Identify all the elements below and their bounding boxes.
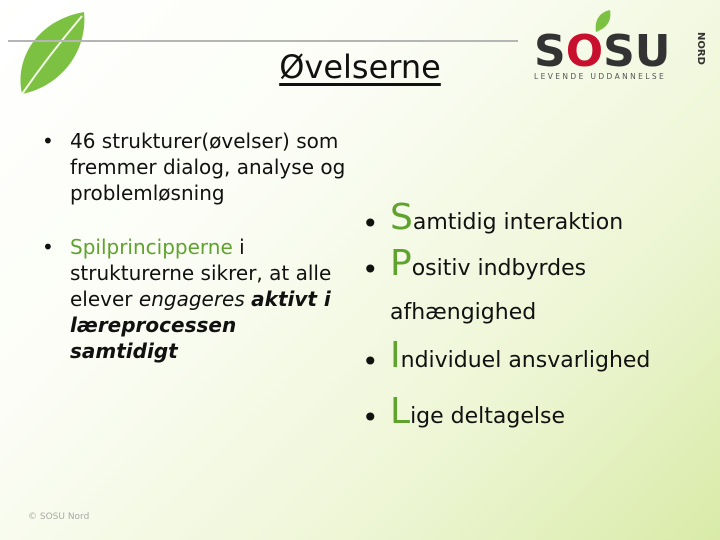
bullet-text: ige deltagelse xyxy=(410,404,565,429)
bullet-strong-emphasis: aktivt i læreprocessen samtidigt xyxy=(70,287,331,363)
bullet-dot: • xyxy=(42,235,54,259)
bullet-text: ndividuel ansvarlighed xyxy=(400,348,651,373)
logo-brand: SOSU xyxy=(534,26,671,77)
bullet-text: i strukturerne sikrer, at alle elever xyxy=(70,235,332,311)
initial-letter: L xyxy=(390,391,411,432)
right-bullet-list xyxy=(362,192,712,438)
bullet-text: 46 strukturer(øvelser) som fremmer dialog, analyse og problemløsning xyxy=(70,129,346,205)
logo-tagline: LEVENDE UDDANNELSE xyxy=(534,72,667,81)
footer-copyright: © SOSU Nord xyxy=(28,512,90,522)
left-bullet-list xyxy=(30,128,350,392)
bullet-dot: • xyxy=(362,207,379,240)
sosu-nord-logo xyxy=(534,6,714,84)
page-title: Øvelserne xyxy=(279,48,441,86)
logo-graphic xyxy=(534,6,714,84)
right-bullet-lige xyxy=(362,386,712,438)
bullet-dot: • xyxy=(362,345,379,378)
bullet-text: amtidig interaktion xyxy=(412,210,624,235)
bullet-dot: • xyxy=(362,401,379,434)
logo-side: NORD xyxy=(695,32,706,65)
initial-letter: P xyxy=(390,243,412,284)
bullet-text: ositiv indbyrdes afhængighed xyxy=(390,256,587,325)
bullet-dot: • xyxy=(362,253,379,286)
initial-letter: S xyxy=(390,197,413,238)
left-bullet-1 xyxy=(30,128,350,206)
right-bullet-samtidig xyxy=(362,192,712,242)
bullet-emphasis: engageres xyxy=(138,287,245,311)
bullet-highlight: Spilprincipperne xyxy=(70,235,233,259)
right-bullet-individuel xyxy=(362,330,712,386)
initial-letter: I xyxy=(390,335,401,376)
right-bullet-positiv xyxy=(362,242,712,330)
header-divider xyxy=(8,40,518,42)
left-bullet-2 xyxy=(30,234,350,364)
bullet-dot: • xyxy=(42,129,54,153)
